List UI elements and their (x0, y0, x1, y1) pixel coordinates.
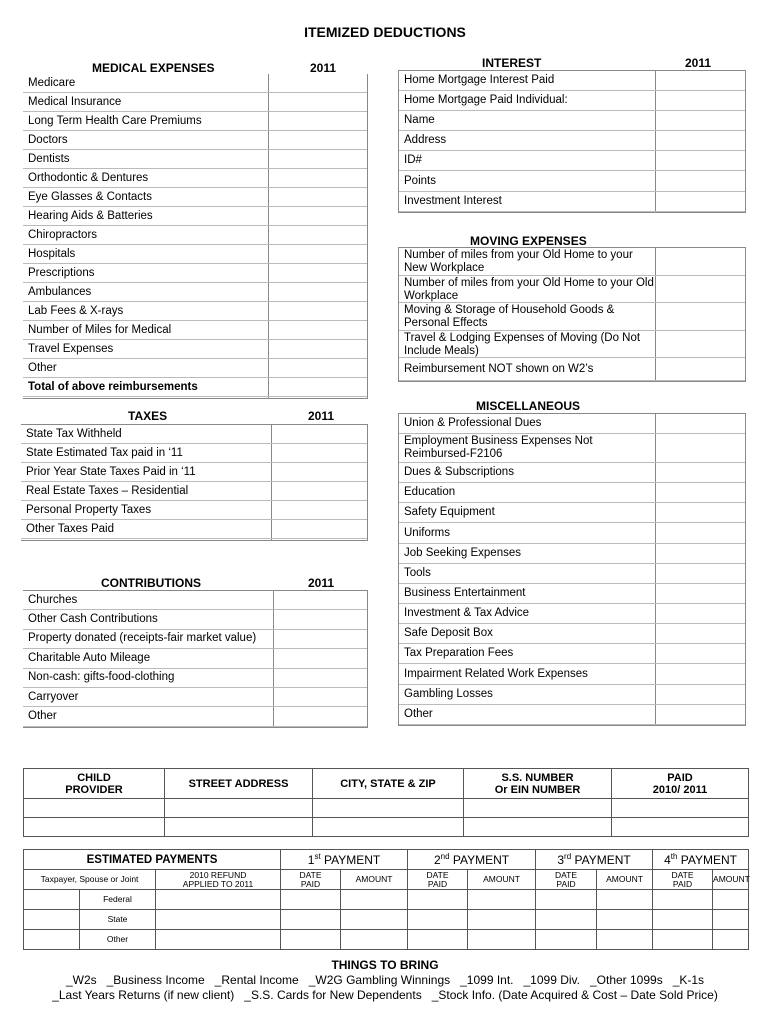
contributions-row-label: Charitable Auto Mileage (28, 651, 151, 664)
interest-heading: INTEREST (482, 56, 542, 70)
estimated-payments-heading: ESTIMATED PAYMENTS (24, 850, 281, 870)
medical-row-label: Eye Glasses & Contacts (28, 190, 152, 203)
moving-row-label: Moving & Storage of Household Goods & Personal Effects (404, 304, 615, 329)
misc-row[interactable] (399, 685, 745, 705)
misc-row[interactable] (399, 705, 745, 725)
medical-row[interactable] (23, 169, 367, 188)
interest-row-label: Points (404, 174, 436, 187)
misc-row[interactable] (399, 584, 745, 604)
city-state-zip-header: CITY, STATE & ZIP (313, 769, 464, 799)
medical-row-label: Total of above reimbursements (28, 380, 198, 393)
taxes-row-label: Other Taxes Paid (26, 522, 115, 535)
interest-row[interactable] (399, 151, 745, 171)
contributions-year: 2011 (308, 576, 335, 590)
taxes-row-label: State Estimated Tax paid in ‘11 (26, 446, 183, 459)
taxes-row[interactable] (21, 444, 367, 463)
misc-row-label: Investment & Tax Advice (404, 607, 530, 620)
medical-row-label: Hearing Aids & Batteries (28, 209, 153, 222)
moving-row[interactable] (399, 248, 745, 276)
taxes-heading: TAXES (128, 409, 168, 423)
misc-row-label: Safe Deposit Box (404, 627, 493, 640)
contributions-row-label: Other Cash Contributions (28, 613, 158, 626)
medical-row[interactable] (23, 283, 367, 302)
medical-row-label: Lab Fees & X-rays (28, 304, 124, 317)
row-label-federal: Federal (80, 890, 156, 910)
payment-1-header: 1st PAYMENT (281, 850, 408, 870)
child-provider-header: CHILD PROVIDER (24, 769, 165, 799)
child-provider-table (23, 768, 749, 837)
medical-row[interactable] (23, 93, 367, 112)
medical-row-label: Travel Expenses (28, 342, 114, 355)
medical-row-label: Long Term Health Care Premiums (28, 114, 202, 127)
interest-row-label: Name (404, 114, 435, 127)
interest-row-label: Home Mortgage Interest Paid (404, 74, 555, 87)
misc-row[interactable] (399, 523, 745, 543)
medical-row[interactable] (23, 359, 367, 378)
moving-heading: MOVING EXPENSES (470, 234, 587, 248)
taxes-row[interactable] (21, 501, 367, 520)
misc-row-label: Gambling Losses (404, 687, 493, 700)
payment-2-header: 2nd PAYMENT (408, 850, 536, 870)
medical-row-label: Medical Insurance (28, 95, 122, 108)
medical-row[interactable] (23, 207, 367, 226)
things-to-bring-line-2: _Last Years Returns (if new client) _S.S. Cards for New Dependents _Stock Info. (Date Acquired & Cost – Date Sold Price) (52, 988, 718, 1002)
things-to-bring-line-1: _W2s _Business Income _Rental Income _W2G Gambling Winnings _1099 Int. _1099 Div. _Other 1099s _K-1s (65, 973, 705, 987)
moving-row-label: Travel & Lodging Expenses of Moving (Do Not Include Meals) (404, 331, 641, 357)
amount-subheader: AMOUNT (597, 870, 653, 890)
medical-row[interactable] (23, 340, 367, 359)
taxes-row[interactable] (21, 463, 367, 482)
taxes-row[interactable] (21, 520, 367, 539)
medical-row[interactable] (23, 112, 367, 131)
interest-row[interactable] (399, 111, 745, 131)
misc-row[interactable] (399, 544, 745, 564)
misc-table (398, 413, 746, 726)
refund-subheader: 2010 REFUND APPLIED TO 2011 (156, 870, 281, 890)
moving-row[interactable] (399, 276, 745, 304)
contributions-row[interactable] (23, 610, 367, 629)
date-paid-subheader: DATE PAID (408, 870, 468, 890)
medical-row[interactable] (23, 378, 367, 397)
medical-row-label: Number of Miles for Medical (28, 323, 172, 336)
misc-row[interactable] (399, 503, 745, 523)
contributions-row-label: Property donated (receipts-fair market value) (28, 632, 257, 645)
misc-row[interactable] (399, 414, 745, 434)
medical-row-label: Other (28, 361, 57, 374)
moving-row[interactable] (399, 358, 745, 381)
page-title: ITEMIZED DEDUCTIONS (304, 24, 466, 40)
taxes-year: 2011 (308, 409, 335, 423)
contributions-row-label: Non-cash: gifts-food-clothing (28, 671, 175, 684)
date-paid-subheader: DATE PAID (653, 870, 713, 890)
amount-subheader: AMOUNT (468, 870, 536, 890)
interest-year: 2011 (685, 56, 712, 70)
misc-row[interactable] (399, 564, 745, 584)
contributions-row-label: Other (28, 710, 57, 723)
table-row[interactable] (24, 930, 749, 950)
interest-row-label: Address (404, 134, 447, 147)
medical-row[interactable] (23, 264, 367, 283)
interest-row-label: Home Mortgage Paid Individual: (404, 94, 568, 107)
taxes-row[interactable] (21, 425, 367, 444)
date-paid-subheader: DATE PAID (536, 870, 597, 890)
moving-row-label: Number of miles from your Old Home to your New Workplace (404, 249, 633, 274)
medical-row[interactable] (23, 74, 367, 93)
misc-row-label: Job Seeking Expenses (404, 546, 521, 559)
date-paid-subheader: DATE PAID (281, 870, 341, 890)
misc-row[interactable] (399, 604, 745, 624)
interest-row[interactable] (399, 71, 745, 91)
contributions-row[interactable] (23, 669, 367, 688)
medical-row[interactable] (23, 150, 367, 169)
misc-row-label: Dues & Subscriptions (404, 466, 514, 479)
ss-number-header: S.S. NUMBER Or EIN NUMBER (464, 769, 612, 799)
medical-row[interactable] (23, 226, 367, 245)
interest-row[interactable] (399, 91, 745, 111)
payment-4-header: 4th PAYMENT (653, 850, 749, 870)
taxes-row-label: Personal Property Taxes (26, 503, 152, 516)
medical-row[interactable] (23, 302, 367, 321)
moving-row-label: Reimbursement NOT shown on W2’s (404, 362, 594, 375)
misc-row-label: Impairment Related Work Expenses (404, 667, 588, 680)
row-label-other: Other (80, 930, 156, 950)
table-row[interactable] (24, 890, 749, 910)
contributions-row[interactable] (23, 591, 367, 610)
contributions-row[interactable] (23, 649, 367, 668)
contributions-row-label: Carryover (28, 690, 79, 703)
medical-row-label: Hospitals (28, 247, 76, 260)
medical-row[interactable] (23, 188, 367, 207)
moving-row-label: Number of miles from your Old Home to your Old Workplace (404, 276, 654, 302)
misc-row-label: Employment Business Expenses Not Reimbursed-F2106 (404, 435, 593, 460)
taxes-row-label: Real Estate Taxes – Residential (26, 484, 189, 497)
contributions-row[interactable] (23, 688, 367, 707)
interest-row[interactable] (399, 131, 745, 151)
misc-row[interactable] (399, 644, 745, 664)
medical-row-label: Dentists (28, 152, 70, 165)
taxes-row-label: State Tax Withheld (26, 427, 122, 440)
medical-heading: MEDICAL EXPENSES (92, 61, 215, 75)
misc-row-label: Other (404, 707, 433, 720)
misc-row-label: Education (404, 486, 456, 499)
contributions-row-label: Churches (28, 593, 78, 606)
moving-table (398, 247, 746, 382)
interest-row-label: Investment Interest (404, 194, 502, 207)
paid-header: PAID 2010/ 2011 (612, 769, 749, 799)
misc-row[interactable] (399, 434, 745, 463)
contributions-row[interactable] (23, 707, 367, 726)
interest-row-label: ID# (404, 154, 422, 167)
amount-subheader: AMOUNT (713, 870, 749, 890)
interest-row[interactable] (399, 172, 745, 192)
medical-year: 2011 (310, 61, 337, 75)
taxpayer-subheader: Taxpayer, Spouse or Joint (24, 870, 156, 890)
table-row[interactable] (24, 910, 749, 930)
misc-row[interactable] (399, 483, 745, 503)
medical-row-label: Medicare (28, 76, 76, 89)
medical-row[interactable] (23, 245, 367, 264)
moving-row[interactable] (399, 331, 745, 359)
medical-row-label: Orthodontic & Dentures (28, 171, 149, 184)
table-row[interactable] (24, 818, 749, 837)
moving-row[interactable] (399, 303, 745, 331)
estimated-payments-table (23, 849, 749, 950)
misc-row-label: Tools (404, 566, 431, 579)
taxes-table (21, 424, 368, 541)
medical-row-label: Chiropractors (28, 228, 98, 241)
interest-table (398, 70, 746, 213)
misc-row-label: Safety Equipment (404, 506, 495, 519)
misc-heading: MISCELLANEOUS (476, 399, 581, 413)
medical-row-label: Prescriptions (28, 266, 95, 279)
misc-row[interactable] (399, 665, 745, 685)
interest-row[interactable] (399, 192, 745, 212)
table-row[interactable] (24, 799, 749, 818)
medical-row[interactable] (23, 131, 367, 150)
row-label-state: State (80, 910, 156, 930)
misc-row-label: Union & Professional Dues (404, 417, 542, 429)
amount-subheader: AMOUNT (341, 870, 408, 890)
contributions-table (23, 590, 368, 728)
taxes-row[interactable] (21, 482, 367, 501)
payment-3-header: 3rd PAYMENT (536, 850, 653, 870)
misc-row-label: Uniforms (404, 526, 451, 539)
misc-row[interactable] (399, 624, 745, 644)
misc-row-label: Business Entertainment (404, 586, 526, 599)
things-to-bring-heading: THINGS TO BRING (331, 958, 439, 972)
street-address-header: STREET ADDRESS (165, 769, 313, 799)
contributions-heading: CONTRIBUTIONS (101, 576, 201, 590)
medical-row[interactable] (23, 321, 367, 340)
taxes-row-label: Prior Year State Taxes Paid in ‘11 (26, 465, 196, 478)
medical-row-label: Doctors (28, 133, 68, 146)
contributions-row[interactable] (23, 630, 367, 649)
medical-row-label: Ambulances (28, 285, 92, 298)
misc-row-label: Tax Preparation Fees (404, 647, 514, 660)
misc-row[interactable] (399, 463, 745, 483)
medical-table (23, 74, 368, 399)
